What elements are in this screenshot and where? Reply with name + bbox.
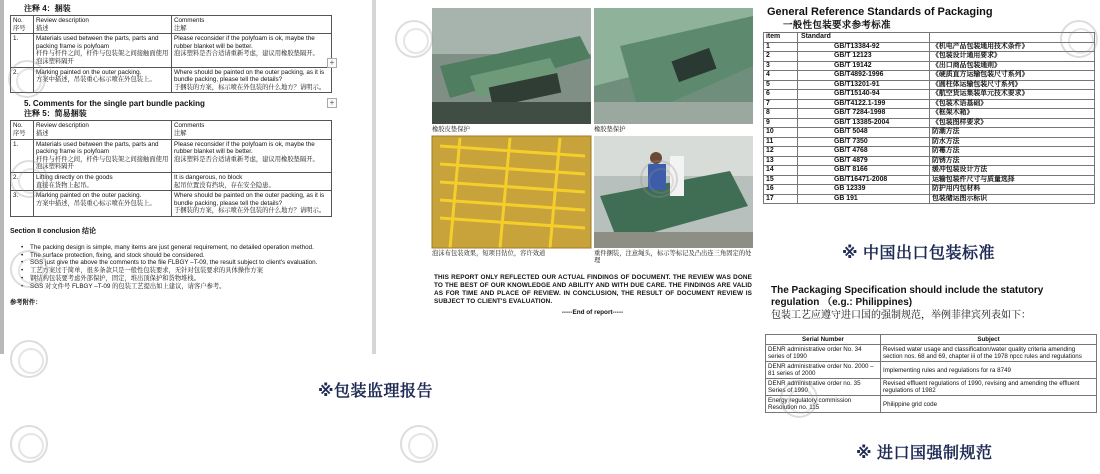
table-row: [766, 345, 1097, 362]
cell-title: 《包装设计通用要求》: [930, 52, 1095, 62]
table-row: [766, 362, 1097, 379]
cell-item: 10: [764, 128, 798, 138]
cell-title: 防潮方法: [930, 128, 1095, 138]
table-row: [764, 99, 1095, 109]
table-row: [764, 156, 1095, 166]
table-row: [764, 80, 1095, 90]
cell-title: 防锈方法: [930, 156, 1095, 166]
regulation-panel: [761, 275, 1100, 435]
standards-subtitle: 一般性包装要求参考标准: [783, 20, 891, 31]
col-standard: Standard: [798, 33, 930, 43]
row-comment: Please reconsider if the polyfoam is ok, maybe the rubber blanket will be better.: [174, 35, 315, 50]
cell-title: 《框架木箱》: [930, 109, 1095, 119]
table-tools: [327, 58, 337, 138]
cell-item: 16: [764, 185, 798, 195]
cell-title: 《圆柱体运输包装尺寸系列》: [930, 80, 1095, 90]
cell-standard: GB/T13384-92: [798, 42, 930, 52]
cell-standard: GB/T 4768: [798, 147, 930, 157]
cell-item: 12: [764, 147, 798, 157]
watermark-seal-icon: [10, 425, 48, 463]
page-scrollbar[interactable]: [372, 0, 376, 354]
cell-standard: GB/T 5048: [798, 128, 930, 138]
caption-import-regulations: ※ 进口国强制规范: [856, 445, 993, 462]
cell-serial: DENR administrative order No. 2000 – 81 series of 2000: [766, 362, 881, 379]
photo-rubber-pad-2: [594, 8, 753, 124]
section4-heading: 注释 4：捆装: [24, 4, 71, 13]
list-item: • 钢结构包装要考虑外部保护，固定，堆出顶保护和货物堆栈。: [30, 275, 332, 283]
caption-china-export-standards: ※ 中国出口包装标准: [842, 245, 996, 262]
table-header-row: [11, 121, 332, 139]
row-desc: Marking painted on the outer packing.: [36, 68, 142, 76]
row-comment-cn: 于捆装的方案，标示喷在外包装的什么地方？请明示。: [174, 207, 326, 215]
table-row: [11, 191, 332, 217]
cell-subject: Philippine grid code: [881, 396, 1097, 413]
table-row: [766, 379, 1097, 396]
photo-heavy-part-bundle: [594, 136, 753, 248]
col-no: No.: [13, 122, 23, 130]
row-desc-cn: 方案中描述，吊装重心标示喷在外包装上。: [36, 199, 156, 207]
col-serial: Serial Number: [766, 335, 881, 345]
cell-title: 《机电产品包装通用技术条件》: [930, 42, 1095, 52]
standards-panel: [761, 0, 1100, 226]
row-no: 2.: [11, 67, 34, 93]
cell-item: 7: [764, 99, 798, 109]
cell-standard: GB/T15140-94: [798, 90, 930, 100]
row-no: 3.: [11, 191, 34, 217]
report-end-marker: -----End of report-----: [561, 309, 624, 316]
col-title: [930, 33, 1095, 43]
cell-standard: GB/T16471-2008: [798, 175, 930, 185]
conclusion-list: [10, 244, 332, 291]
report-disclaimer: THIS REPORT ONLY REFLECTED OUR ACTUAL FINDINGS OF DOCUMENT. THE REVIEW WAS DONE TO THE BEST OF OUR KNOWLEDGE AND ABILITY AND WITH DUE CARE. THE FINDINGS ARE VALID AS FOR TIME AND PLACE OF REVIEW. IN CONCLUSION, THE RESULT OF DOCUMENT REVIEW IS SUBJECT TO CLIENT'S EVALUATION.: [434, 274, 752, 305]
table-row: [764, 137, 1095, 147]
cell-item: 3: [764, 61, 798, 71]
table-row: [764, 147, 1095, 157]
cell-item: 6: [764, 90, 798, 100]
cell-serial: Energy regulatory commission Resolution no. 115: [766, 396, 881, 413]
row-desc: Marking painted on the outer packing.: [36, 192, 142, 200]
review-table-single-bundle: [10, 120, 332, 217]
cell-item: 2: [764, 52, 798, 62]
table-row: [764, 42, 1095, 52]
cell-standard: GB/T 13385-2004: [798, 118, 930, 128]
table-row: [764, 118, 1095, 128]
row-comment-cn: 于捆装的方案，标示喷在外包装的什么地方？请明示。: [174, 83, 326, 91]
photo-caption-3: 泡沫布包装效果，短项目钻位，容许效道: [432, 250, 546, 257]
cell-title: 防水方法: [930, 137, 1095, 147]
cell-standard: GB/T 12123: [798, 52, 930, 62]
cell-standard: GB 191: [798, 194, 930, 204]
row-no: 1.: [11, 139, 34, 172]
cell-standard: GB/T4122.1-199: [798, 99, 930, 109]
photo-caption-2: 橡胶垫保护: [594, 126, 626, 133]
photo-rubber-pad-1: [432, 8, 591, 124]
col-no-cn: 序号: [13, 24, 26, 32]
cell-item: 4: [764, 71, 798, 81]
col-comments: Comments: [174, 122, 205, 130]
table-row: [764, 128, 1095, 138]
cell-title: 运输包装件尺寸与质量选择: [930, 175, 1095, 185]
row-desc-cn: 方案中描述，吊装重心标示喷在外包装上。: [36, 76, 156, 84]
add-row-button-2[interactable]: +: [327, 98, 337, 108]
cell-subject: Implementing rules and regulations for ra 8749: [881, 362, 1097, 379]
table-header-row: [11, 16, 332, 34]
col-desc: Review description: [36, 122, 89, 130]
col-desc-cn: 描述: [36, 129, 49, 137]
row-desc-cn: 直接在货物上起吊。: [36, 181, 93, 189]
table-row: [764, 52, 1095, 62]
cell-item: 17: [764, 194, 798, 204]
regulation-title: The Packaging Specification should include the statutory regulation （e.g.: Philippines): [771, 285, 1044, 308]
table-row: [764, 109, 1095, 119]
cell-standard: GB/T 7350: [798, 137, 930, 147]
list-item: • SGS 对文件号 FLBGY –T-09 的包装工艺提出如上建议，请客户参考。: [30, 283, 332, 291]
inspection-report-page: [0, 0, 376, 354]
table-row: [11, 34, 332, 67]
cell-title: 缓冲包装设计方法: [930, 166, 1095, 176]
watermark-seal-icon: [400, 425, 438, 463]
cell-standard: GB/T 8166: [798, 166, 930, 176]
cell-title: 《航空货运集装单元技术要求》: [930, 90, 1095, 100]
row-comment-cn: 泡沫塑料是否合适请重新考虑，建议用橡胶垫隔开。: [174, 155, 319, 163]
cell-standard: GB/T 7284-1998: [798, 109, 930, 119]
list-item: • 工艺方案过于简单，很多条款只是一般性包装要求，无针对包装要求的具体操作方案: [30, 267, 332, 275]
conclusion-heading: Section II conclusion 结论: [10, 227, 96, 235]
col-desc-cn: 描述: [36, 24, 49, 32]
table-row: [764, 61, 1095, 71]
cell-subject: Revised effluent regulations of 1990, revising and amending the effluent regulations of 1982: [881, 379, 1097, 396]
row-desc: Materials used between the parts, parts and packing frame is polyfoam: [36, 140, 159, 156]
list-item: • The packing design is simple, many items are just general requirement, no detailed operation method.: [30, 244, 332, 252]
photo-caption-4: 重件捆装，注意绳头，标示等标记及凸出连三角固定的处理: [594, 250, 752, 265]
add-row-button[interactable]: +: [327, 58, 337, 68]
cell-item: 15: [764, 175, 798, 185]
row-no: 1.: [11, 34, 34, 67]
table-row: [11, 172, 332, 190]
table-row: [11, 139, 332, 172]
col-no: No.: [13, 17, 23, 24]
watermark-seal-icon: [395, 20, 433, 58]
cell-subject: Revised water usage and classification/water quality criteria amending section nos. 68 and 69, chapter iii of the 1978 npcc rules and regulations: [881, 345, 1097, 362]
row-comment: Where should be painted on the outer packing, as it is bundle packing, please tell the details?: [174, 68, 325, 84]
table-row: [764, 166, 1095, 176]
cell-title: 《包装图样要求》: [930, 118, 1095, 128]
reference-line: 参考附件：: [10, 298, 42, 306]
cell-standard: GB/T4892-1996: [798, 71, 930, 81]
col-no-cn: 序号: [13, 129, 26, 137]
cell-title: 《包装术语基础》: [930, 99, 1095, 109]
cell-item: 8: [764, 109, 798, 119]
row-desc-cn: 杆件与杆件之间，杆件与包装架之间接触面使用泡沫塑料隔开: [36, 50, 169, 65]
row-desc-cn: 杆件与杆件之间，杆件与包装架之间接触面使用泡沫塑料隔开: [36, 155, 169, 171]
col-desc: Review description: [36, 17, 89, 24]
table-header-row: [764, 33, 1095, 43]
cell-standard: GB/T13201-91: [798, 80, 930, 90]
cell-title: 防霉方法: [930, 147, 1095, 157]
table-row: [766, 396, 1097, 413]
row-desc: Lifting directly on the goods: [36, 173, 113, 181]
table-header-row: [766, 335, 1097, 345]
row-comment: Please reconsider if the polyfoam is ok, maybe the rubber blanket will be better.: [174, 140, 315, 156]
section5-heading-cn: 注释 5：简易捆装: [24, 109, 87, 119]
col-comments-cn: 注解: [174, 24, 187, 32]
cell-item: 13: [764, 156, 798, 166]
table-row: [764, 194, 1095, 204]
review-table-bundle: [10, 15, 332, 93]
photo-report-page: [430, 6, 755, 320]
photo-foam-packing: [432, 136, 591, 248]
col-comments-cn: 注解: [174, 129, 187, 137]
photo-caption-1: 橡胶皮垫保护: [432, 126, 470, 133]
cell-title: 《硬质直方运输包装尺寸系列》: [930, 71, 1095, 81]
section5-heading: 5. Comments for the single part bundle packing: [24, 99, 205, 109]
table-row: [764, 90, 1095, 100]
row-comment: It is dangerous, no block: [174, 173, 243, 181]
cell-title: 《出口商品包装通则》: [930, 61, 1095, 71]
col-subject: Subject: [881, 335, 1097, 345]
col-comments: Comments: [174, 17, 205, 24]
cell-item: 11: [764, 137, 798, 147]
table-row: [11, 67, 332, 93]
cell-standard: GB/T 19142: [798, 61, 930, 71]
col-item: item: [764, 33, 798, 43]
regulation-subtitle: 包装工艺应遵守进口国的强制规范，举例菲律宾列表如下：: [771, 310, 1031, 321]
regulation-table: [765, 334, 1097, 413]
standards-title: General Reference Standards of Packaging: [767, 6, 993, 18]
row-desc: Materials used between the parts, parts and packing frame is polyfoam: [36, 35, 159, 50]
table-row: [764, 71, 1095, 81]
list-item: • The surface protection, fixing, and stock should be considered.: [30, 252, 332, 260]
cell-item: 14: [764, 166, 798, 176]
row-comment-cn: 起吊位置没有挡块，存在安全隐患。: [174, 181, 275, 189]
row-no: 2.: [11, 172, 34, 190]
cell-title: 防护用内包材料: [930, 185, 1095, 195]
standards-table: [763, 32, 1095, 204]
caption-supervision-report: ※包装监理报告: [318, 383, 434, 400]
cell-standard: GB 12339: [798, 185, 930, 195]
cell-serial: DENR administrative order no. 35 Series of 1990: [766, 379, 881, 396]
cell-item: 5: [764, 80, 798, 90]
row-comment-cn: 泡沫塑料是否合适请重新考虑，建议用橡胶垫隔开。: [174, 50, 319, 58]
table-row: [764, 175, 1095, 185]
page-left-rail: [0, 0, 4, 354]
cell-title: 包装储运图示标识: [930, 194, 1095, 204]
list-item: • SGS just give the above the comments to the file FLBGY –T-09, the result subject to client's evaluation.: [30, 259, 332, 267]
cell-item: 9: [764, 118, 798, 128]
cell-standard: GB/T 4879: [798, 156, 930, 166]
photo-grid: [430, 6, 755, 264]
table-row: [764, 185, 1095, 195]
cell-item: 1: [764, 42, 798, 52]
row-comment: Where should be painted on the outer packing, as it is bundle packing, please tell the details?: [174, 192, 325, 207]
cell-serial: DENR administrative order No. 34 series of 1990: [766, 345, 881, 362]
